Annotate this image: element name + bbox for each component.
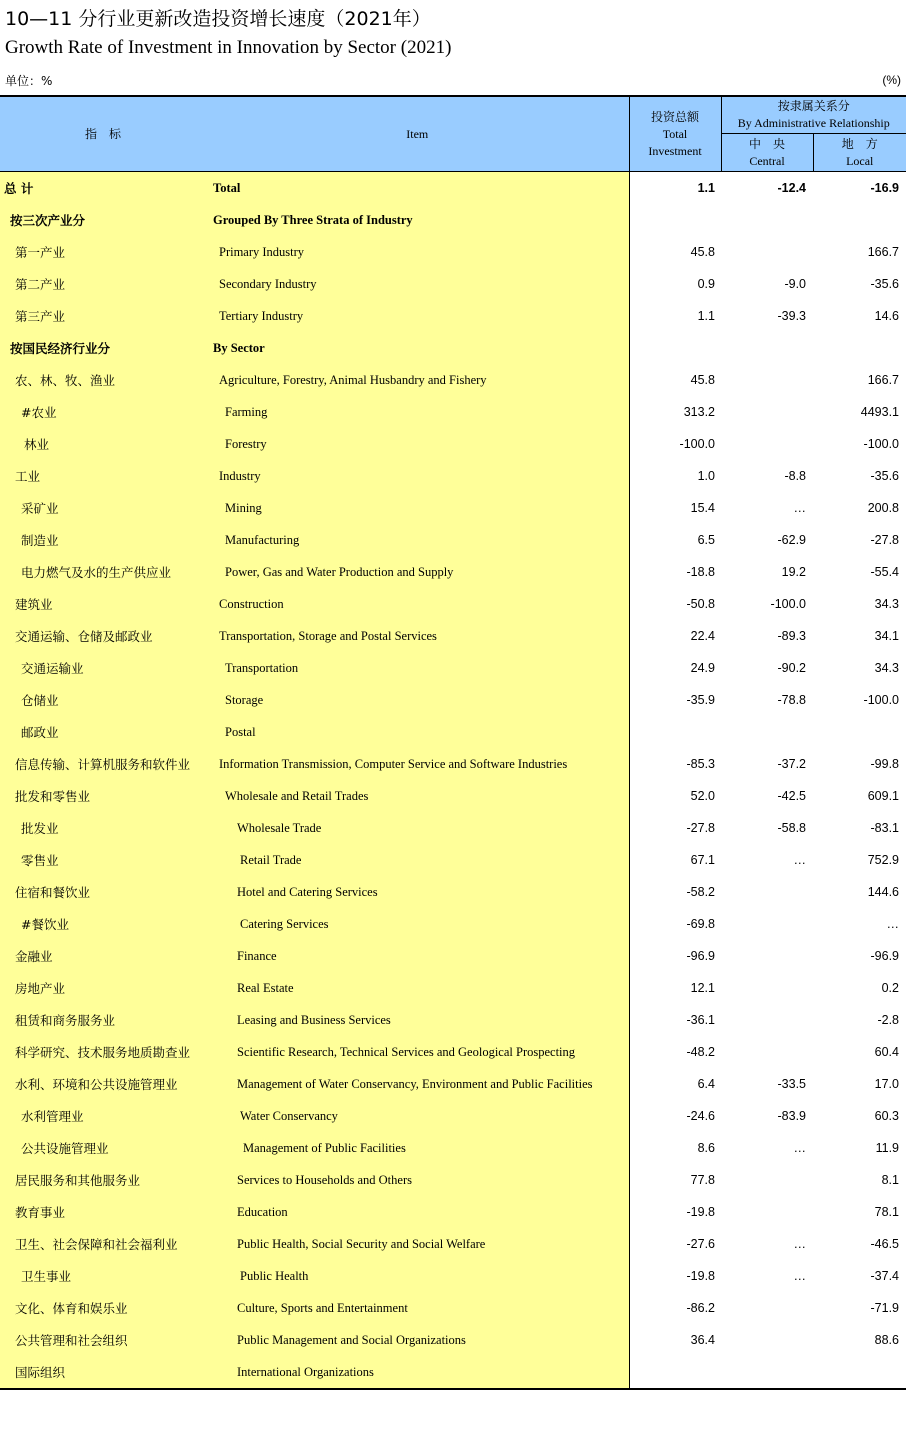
cell-central — [721, 940, 813, 972]
cell-total — [629, 332, 721, 364]
row-name-cn: 文化、体育和娱乐业 — [0, 1292, 206, 1324]
cell-central: -89.3 — [777, 629, 806, 643]
cell-total: 45.8 — [690, 245, 715, 259]
row-name-en: Tertiary Industry — [206, 300, 629, 332]
row-name-cn: 批发和零售业 — [0, 780, 206, 812]
row-name-en: Retail Trade — [206, 844, 629, 876]
table-row — [0, 1228, 906, 1260]
row-name-en: Power, Gas and Water Production and Supply — [206, 556, 629, 588]
cell-central: -12.4 — [777, 181, 806, 195]
cell-total — [629, 1356, 721, 1389]
row-name-cn: 住宿和餐饮业 — [0, 876, 206, 908]
cell-total: 1.1 — [697, 309, 715, 323]
cell-local: 88.6 — [874, 1333, 899, 1347]
header-central-cn: 中 央 — [748, 136, 785, 151]
header-indicator: 指 标 — [0, 96, 206, 172]
table-row — [0, 940, 906, 972]
table-row — [0, 268, 906, 300]
table-row — [0, 876, 906, 908]
cell-total: 67.1 — [690, 853, 715, 867]
table-row — [0, 428, 906, 460]
row-name-cn: 科学研究、技术服务地质勘查业 — [0, 1036, 206, 1068]
row-name-en: Transportation — [206, 652, 629, 684]
table-row — [0, 524, 906, 556]
table-row — [0, 1068, 906, 1100]
row-name-en: By Sector — [206, 332, 629, 364]
row-name-cn: 公共管理和社会组织 — [0, 1324, 206, 1356]
cell-local: 144.6 — [867, 885, 899, 899]
cell-central: -83.9 — [777, 1109, 806, 1123]
row-name-cn: 工业 — [0, 460, 206, 492]
cell-local — [813, 716, 906, 748]
table-row — [0, 588, 906, 620]
cell-central — [721, 1356, 813, 1389]
cell-central: -42.5 — [777, 789, 806, 803]
row-name-cn: 第二产业 — [0, 268, 206, 300]
row-name-cn: 建筑业 — [0, 588, 206, 620]
cell-local: 11.9 — [875, 1141, 899, 1155]
row-name-cn: 房地产业 — [0, 972, 206, 1004]
row-name-cn: 居民服务和其他服务业 — [0, 1164, 206, 1196]
cell-total: 8.6 — [697, 1141, 715, 1155]
table-row — [0, 1356, 906, 1389]
cell-total: 77.8 — [690, 1173, 715, 1187]
header-local-en: Local — [846, 153, 874, 168]
table-row — [0, 684, 906, 716]
cell-total: -58.2 — [686, 885, 715, 899]
row-name-cn: 教育事业 — [0, 1196, 206, 1228]
header-total-cn: 投资总额 — [650, 109, 699, 124]
table-row — [0, 1260, 906, 1292]
cell-local: 60.4 — [874, 1045, 899, 1059]
cell-total: 0.9 — [697, 277, 715, 291]
cell-local: 34.3 — [874, 661, 899, 675]
cell-total: -24.6 — [686, 1109, 715, 1123]
table-row — [0, 652, 906, 684]
cell-local: 78.1 — [874, 1205, 899, 1219]
cell-local: 8.1 — [881, 1173, 899, 1187]
cell-central: -58.8 — [777, 821, 806, 835]
row-name-cn: 第三产业 — [0, 300, 206, 332]
row-name-en: Industry — [206, 460, 629, 492]
row-name-cn: 总 计 — [0, 172, 206, 205]
table-row — [0, 332, 906, 364]
cell-local: 166.7 — [867, 373, 899, 387]
cell-central: … — [793, 501, 806, 515]
row-name-en: Management of Public Facilities — [206, 1132, 629, 1164]
table-row — [0, 844, 906, 876]
row-name-cn: 邮政业 — [0, 716, 206, 748]
row-name-cn: 批发业 — [0, 812, 206, 844]
table-row — [0, 716, 906, 748]
cell-local: 60.3 — [874, 1109, 899, 1123]
table-row — [0, 492, 906, 524]
row-name-cn: 零售业 — [0, 844, 206, 876]
cell-total: -85.3 — [686, 757, 715, 771]
cell-central — [721, 364, 813, 396]
row-name-cn: 仓储业 — [0, 684, 206, 716]
row-name-en: Grouped By Three Strata of Industry — [206, 204, 629, 236]
row-name-en: Storage — [206, 684, 629, 716]
table-row — [0, 1036, 906, 1068]
row-name-cn: 卫生事业 — [0, 1260, 206, 1292]
cell-central: -37.2 — [777, 757, 806, 771]
row-name-en: Secondary Industry — [206, 268, 629, 300]
cell-total: -48.2 — [686, 1045, 715, 1059]
cell-total: 22.4 — [690, 629, 715, 643]
cell-local — [813, 204, 906, 236]
cell-central — [721, 716, 813, 748]
cell-local: -96.9 — [870, 949, 899, 963]
header-total — [629, 96, 721, 172]
row-name-en: Management of Water Conservancy, Environment and Public Facilities — [206, 1068, 629, 1100]
header-admin-en: By Administrative Relationship — [737, 116, 890, 130]
row-name-en: Information Transmission, Computer Service and Software Industries — [206, 748, 629, 780]
cell-local: -100.0 — [863, 437, 899, 451]
cell-central: -33.5 — [777, 1077, 806, 1091]
page-title-cn: 10—11 分行业更新改造投资增长速度（2021年） — [5, 8, 431, 30]
row-name-en: Culture, Sports and Entertainment — [206, 1292, 629, 1324]
table-row — [0, 908, 906, 940]
row-name-en: Leasing and Business Services — [206, 1004, 629, 1036]
cell-total: 52.0 — [690, 789, 715, 803]
table-row — [0, 364, 906, 396]
header-item: Item — [206, 96, 629, 172]
cell-central: -78.8 — [777, 693, 806, 707]
cell-local — [813, 332, 906, 364]
table-row — [0, 1004, 906, 1036]
row-name-cn: 信息传输、计算机服务和软件业 — [0, 748, 206, 780]
row-name-cn: 卫生、社会保障和社会福利业 — [0, 1228, 206, 1260]
table-row — [0, 172, 906, 205]
cell-central: -100.0 — [770, 597, 806, 611]
table-row — [0, 1324, 906, 1356]
row-name-en: International Organizations — [206, 1356, 629, 1389]
row-name-cn: #餐饮业 — [0, 908, 206, 940]
cell-central: -39.3 — [777, 309, 806, 323]
row-name-en: Water Conservancy — [206, 1100, 629, 1132]
cell-local: -37.4 — [870, 1269, 899, 1283]
cell-central: … — [793, 1141, 806, 1155]
row-name-cn: 水利、环境和公共设施管理业 — [0, 1068, 206, 1100]
cell-local: -83.1 — [870, 821, 899, 835]
row-name-en: Real Estate — [206, 972, 629, 1004]
row-name-en: Catering Services — [206, 908, 629, 940]
table-row — [0, 748, 906, 780]
table-row — [0, 780, 906, 812]
cell-total — [629, 716, 721, 748]
cell-total: -86.2 — [686, 1301, 715, 1315]
cell-central — [721, 428, 813, 460]
cell-local: -16.9 — [870, 181, 899, 195]
row-name-cn: 水利管理业 — [0, 1100, 206, 1132]
cell-local: 609.1 — [867, 789, 899, 803]
header-admin — [721, 96, 906, 134]
cell-local: 4493.1 — [860, 405, 899, 419]
cell-central — [721, 1004, 813, 1036]
row-name-en: Forestry — [206, 428, 629, 460]
table-row — [0, 204, 906, 236]
row-name-en: Transportation, Storage and Postal Services — [206, 620, 629, 652]
cell-central — [721, 972, 813, 1004]
row-name-en: Public Health — [206, 1260, 629, 1292]
cell-central — [721, 332, 813, 364]
cell-local: -55.4 — [870, 565, 899, 579]
cell-total — [629, 204, 721, 236]
cell-local: 166.7 — [867, 245, 899, 259]
cell-central: -90.2 — [777, 661, 806, 675]
row-name-cn: 按三次产业分 — [0, 204, 206, 236]
cell-central — [721, 1324, 813, 1356]
cell-central — [721, 876, 813, 908]
cell-total: 15.4 — [690, 501, 715, 515]
cell-central — [721, 1036, 813, 1068]
cell-local: -27.8 — [870, 533, 899, 547]
cell-total: -18.8 — [686, 565, 715, 579]
header-total-en1: Total — [662, 126, 688, 141]
cell-local: 17.0 — [874, 1077, 899, 1091]
table-row — [0, 620, 906, 652]
row-name-cn: 第一产业 — [0, 236, 206, 268]
cell-local: 34.3 — [874, 597, 899, 611]
row-name-cn: 林业 — [0, 428, 206, 460]
row-name-en: Total — [206, 172, 629, 205]
cell-central: … — [793, 1269, 806, 1283]
row-name-en: Public Health, Social Security and Social Welfare — [206, 1228, 629, 1260]
row-name-cn: #农业 — [0, 396, 206, 428]
cell-central — [721, 1164, 813, 1196]
row-name-en: Postal — [206, 716, 629, 748]
cell-total: 24.9 — [690, 661, 715, 675]
header-local — [813, 134, 906, 172]
cell-central: -62.9 — [777, 533, 806, 547]
cell-total: -27.8 — [686, 821, 715, 835]
header-central — [721, 134, 813, 172]
cell-central: … — [793, 1237, 806, 1251]
cell-total: -69.8 — [686, 917, 715, 931]
cell-central: -9.0 — [784, 277, 806, 291]
row-name-en: Agriculture, Forestry, Animal Husbandry and Fishery — [206, 364, 629, 396]
row-name-cn: 金融业 — [0, 940, 206, 972]
row-name-en: Education — [206, 1196, 629, 1228]
cell-total: -36.1 — [686, 1013, 715, 1027]
table-row — [0, 1196, 906, 1228]
cell-local: -35.6 — [870, 277, 899, 291]
row-name-en: Hotel and Catering Services — [206, 876, 629, 908]
cell-local: -35.6 — [870, 469, 899, 483]
cell-local: 0.2 — [881, 981, 899, 995]
row-name-en: Construction — [206, 588, 629, 620]
cell-central — [721, 1196, 813, 1228]
row-name-en: Wholesale Trade — [206, 812, 629, 844]
cell-central: … — [793, 853, 806, 867]
cell-total: 45.8 — [690, 373, 715, 387]
row-name-en: Services to Households and Others — [206, 1164, 629, 1196]
cell-local: -100.0 — [863, 693, 899, 707]
cell-central — [721, 236, 813, 268]
table-row — [0, 1100, 906, 1132]
cell-central — [721, 204, 813, 236]
cell-local: -46.5 — [870, 1237, 899, 1251]
header-admin-cn: 按隶属关系分 — [777, 99, 850, 113]
cell-central — [721, 908, 813, 940]
cell-total: -35.9 — [686, 693, 715, 707]
cell-local: -71.9 — [870, 1301, 899, 1315]
table-row — [0, 556, 906, 588]
cell-local: 34.1 — [874, 629, 899, 643]
data-table — [0, 95, 906, 1390]
cell-total: 313.2 — [683, 405, 715, 419]
table-row — [0, 812, 906, 844]
cell-total: 6.4 — [697, 1077, 715, 1091]
table-row — [0, 460, 906, 492]
unit-paren: (%) — [882, 73, 901, 87]
cell-total: 36.4 — [690, 1333, 715, 1347]
table-row — [0, 972, 906, 1004]
row-name-cn: 租赁和商务服务业 — [0, 1004, 206, 1036]
header-total-en2: Investment — [648, 143, 702, 158]
row-name-cn: 制造业 — [0, 524, 206, 556]
row-name-cn: 国际组织 — [0, 1356, 206, 1389]
cell-total: -27.6 — [686, 1237, 715, 1251]
row-name-cn: 交通运输、仓储及邮政业 — [0, 620, 206, 652]
page-title-en: Growth Rate of Investment in Innovation by Sector (2021) — [5, 37, 452, 58]
header-central-en: Central — [749, 153, 785, 168]
table-row — [0, 396, 906, 428]
cell-local: … — [886, 917, 899, 931]
row-name-cn: 交通运输业 — [0, 652, 206, 684]
row-name-en: Farming — [206, 396, 629, 428]
table-row — [0, 300, 906, 332]
table-row — [0, 236, 906, 268]
cell-central: 19.2 — [781, 565, 806, 579]
cell-total: -19.8 — [686, 1269, 715, 1283]
cell-central — [721, 396, 813, 428]
cell-local — [813, 1356, 906, 1389]
cell-local: 752.9 — [867, 853, 899, 867]
table-row — [0, 1132, 906, 1164]
cell-local: 200.8 — [867, 501, 899, 515]
cell-total: 12.1 — [690, 981, 715, 995]
cell-total: -100.0 — [679, 437, 715, 451]
row-name-cn: 按国民经济行业分 — [0, 332, 206, 364]
row-name-en: Wholesale and Retail Trades — [206, 780, 629, 812]
row-name-en: Manufacturing — [206, 524, 629, 556]
table-row — [0, 1164, 906, 1196]
cell-central — [721, 1292, 813, 1324]
row-name-en: Scientific Research, Technical Services and Geological Prospecting — [206, 1036, 629, 1068]
cell-total: 6.5 — [697, 533, 715, 547]
cell-local: -2.8 — [877, 1013, 899, 1027]
cell-total: 1.0 — [697, 469, 715, 483]
cell-total: 1.1 — [697, 181, 715, 195]
row-name-en: Public Management and Social Organizations — [206, 1324, 629, 1356]
header-local-cn: 地 方 — [841, 136, 878, 151]
cell-local: 14.6 — [874, 309, 899, 323]
cell-total: -19.8 — [686, 1205, 715, 1219]
row-name-cn: 农、林、牧、渔业 — [0, 364, 206, 396]
row-name-cn: 电力燃气及水的生产供应业 — [0, 556, 206, 588]
unit-label: 单位：% — [5, 74, 53, 88]
cell-total: -50.8 — [686, 597, 715, 611]
row-name-cn: 公共设施管理业 — [0, 1132, 206, 1164]
row-name-cn: 采矿业 — [0, 492, 206, 524]
row-name-en: Finance — [206, 940, 629, 972]
cell-central: -8.8 — [784, 469, 806, 483]
table-row — [0, 1292, 906, 1324]
cell-total: -96.9 — [686, 949, 715, 963]
cell-local: -99.8 — [870, 757, 899, 771]
row-name-en: Primary Industry — [206, 236, 629, 268]
row-name-en: Mining — [206, 492, 629, 524]
